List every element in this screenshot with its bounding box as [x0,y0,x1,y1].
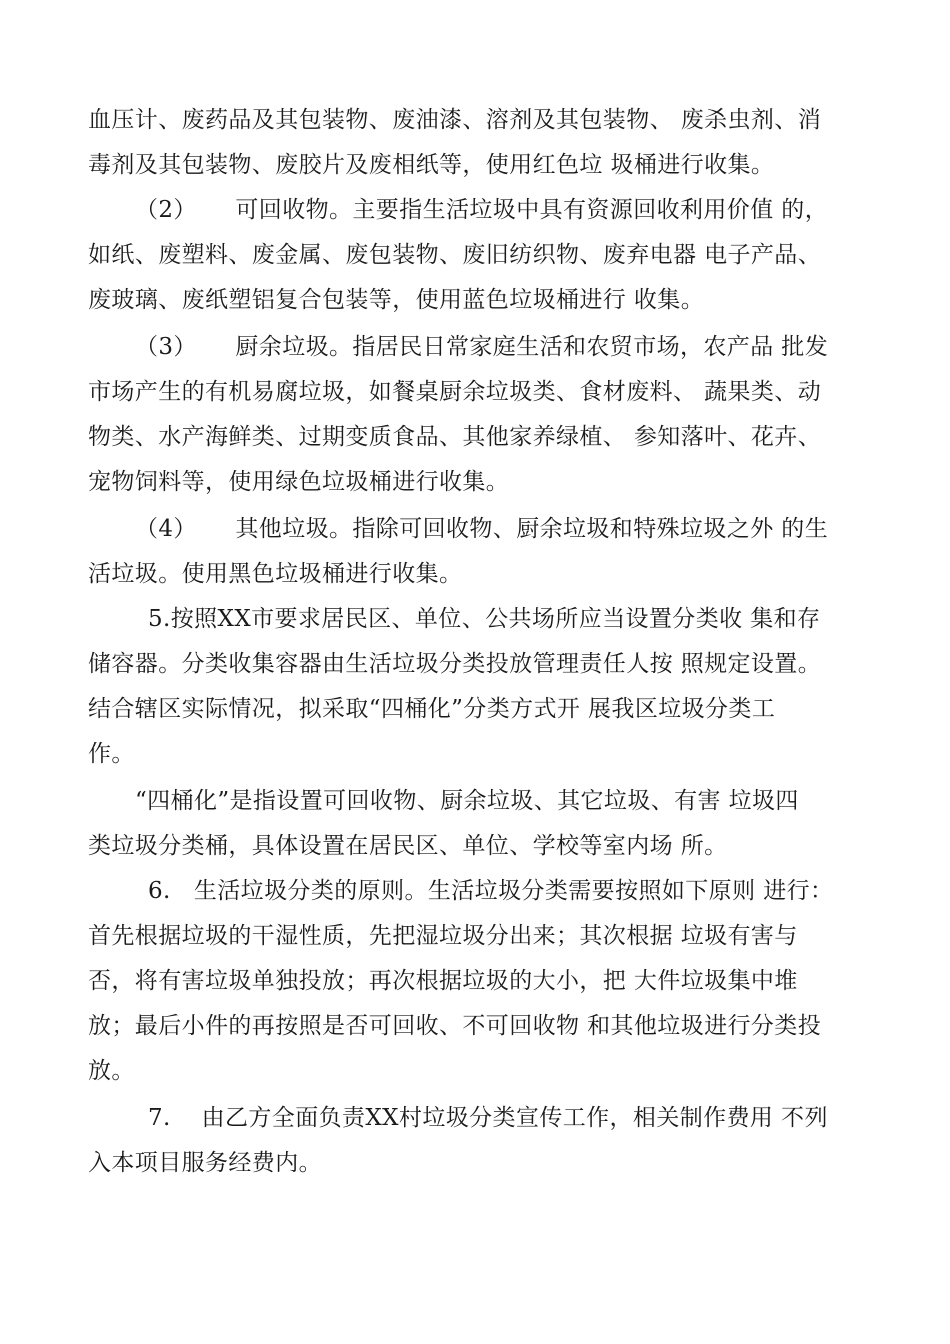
text-line: 类垃圾分类桶，具体设置在居民区、单位、学校等室内场 所。 [88,833,728,859]
text-line: 活垃圾。使用黑色垃圾桶进行收集。 [88,561,463,587]
text-line: 如纸、废塑料、废金属、废包装物、废旧纺织物、废弃电器 电子产品、 [88,242,822,268]
list-item-4-line: （4） 其他垃圾。指除可回收物、厨余垃圾和特殊垃圾之外 的生 [135,516,829,542]
text-line: 作。 [88,741,135,767]
text-line: 储容器。分类收集容器由生活垃圾分类投放管理责任人按 照规定设置。 [88,651,822,677]
text-line: 物类、水产海鲜类、过期变质食品、其他家养绿植、 参知落叶、花卉、 [88,424,822,450]
item-7-line: 7. 由乙方全面负责XX村垃圾分类宣传工作，相关制作费用 不列 [148,1105,828,1131]
list-item-3-line: （3） 厨余垃圾。指居民日常家庭生活和农贸市场，农产品 批发 [135,334,829,360]
text-line: 废玻璃、废纸塑铝复合包装等，使用蓝色垃圾桶进行 收集。 [88,287,705,313]
list-item-2-line: （2） 可回收物。主要指生活垃圾中具有资源回收利用价值 的， [135,197,829,223]
four-bins-line: “四桶化”是指设置可回收物、厨余垃圾、其它垃圾、有害 垃圾四 [135,788,799,814]
text-line: 血压计、废药品及其包装物、废油漆、溶剂及其包装物、 废杀虫剂、消 [88,107,822,133]
text-line: 毒剂及其包装物、废胶片及废相纸等，使用红色垃 圾桶进行收集。 [88,152,775,178]
text-line: 入本项目服务经费内。 [88,1150,322,1176]
text-line: 首先根据垃圾的干湿性质，先把湿垃圾分出来；其次根据 垃圾有害与 [88,923,798,949]
item-6-line: 6. 生活垃圾分类的原则。生活垃圾分类需要按照如下原则 进行： [148,878,834,904]
text-line: 结合辖区实际情况，拟采取“四桶化”分类方式开 展我区垃圾分类工 [88,696,776,722]
text-line: 否，将有害垃圾单独投放；再次根据垃圾的大小，把 大件垃圾集中堆 [88,968,798,994]
text-line: 放；最后小件的再按照是否可回收、不可回收物 和其他垃圾进行分类投 [88,1013,822,1039]
text-line: 市场产生的有机易腐垃圾，如餐桌厨余垃圾类、食材废料、 蔬果类、动 [88,379,822,405]
item-5-line: 5.按照XX市要求居民区、单位、公共场所应当设置分类收 集和存 [148,606,821,632]
text-line: 宠物饲料等，使用绿色垃圾桶进行收集。 [88,469,510,495]
text-line: 放。 [88,1058,135,1084]
